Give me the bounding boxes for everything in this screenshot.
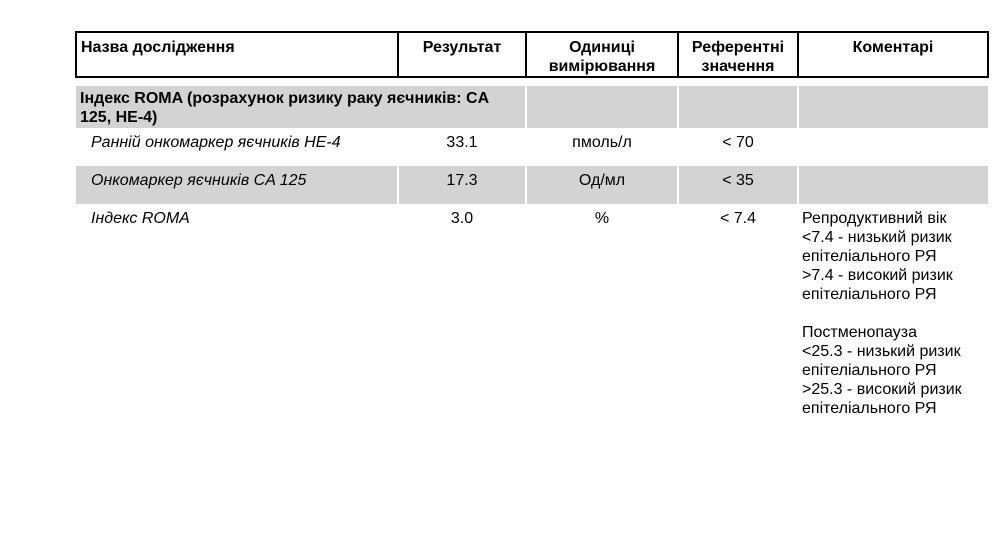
section-empty-cell bbox=[798, 86, 988, 128]
comment-line: Постменопауза bbox=[802, 324, 917, 341]
test-result: 17.3 bbox=[398, 166, 526, 204]
test-comment bbox=[798, 166, 988, 204]
table-row bbox=[76, 166, 988, 204]
comment-gap bbox=[802, 304, 984, 323]
header-reference bbox=[678, 32, 798, 77]
comment-line: епітеліального РЯ bbox=[802, 400, 937, 417]
header-reference-line2: значення bbox=[701, 58, 775, 75]
header-comments: Коментарі bbox=[798, 32, 988, 77]
header-test-name: Назва дослідження bbox=[76, 32, 398, 77]
test-name: Індекс ROMA bbox=[76, 204, 398, 418]
test-comment bbox=[798, 204, 988, 418]
comment-line: епітеліального РЯ bbox=[802, 362, 937, 379]
results-table bbox=[75, 31, 989, 418]
comment-line: >7.4 - високий ризик bbox=[802, 267, 953, 284]
header-units-line1: Одиниці bbox=[569, 39, 635, 56]
comment-line: <7.4 - низький ризик bbox=[802, 229, 952, 246]
header-units bbox=[526, 32, 678, 77]
section-title bbox=[76, 86, 526, 128]
header-reference-line1: Референтні bbox=[691, 39, 785, 56]
test-comment bbox=[798, 128, 988, 166]
section-empty-cell bbox=[678, 86, 798, 128]
test-units: Од/мл bbox=[526, 166, 678, 204]
header-result: Результат bbox=[398, 32, 526, 77]
section-title-line2: 125, HE-4) bbox=[80, 109, 158, 126]
comment-reproductive-block bbox=[802, 209, 984, 304]
test-reference: < 70 bbox=[678, 128, 798, 166]
test-name: Ранній онкомаркер яєчників HE-4 bbox=[76, 128, 398, 166]
test-units: % bbox=[526, 204, 678, 418]
test-reference: < 35 bbox=[678, 166, 798, 204]
test-reference: < 7.4 bbox=[678, 204, 798, 418]
spacer-row bbox=[76, 77, 988, 86]
test-result: 3.0 bbox=[398, 204, 526, 418]
test-result: 33.1 bbox=[398, 128, 526, 166]
comment-line: епітеліального РЯ bbox=[802, 286, 937, 303]
header-units-line2: вимірювання bbox=[548, 58, 656, 75]
spacer-cell bbox=[76, 77, 988, 86]
section-empty-cell bbox=[526, 86, 678, 128]
section-title-line1: Індекс ROMA (розрахунок ризику раку яєчників: CA bbox=[80, 90, 490, 107]
comment-line: епітеліального РЯ bbox=[802, 248, 937, 265]
comment-postmenopause-block bbox=[802, 323, 984, 418]
comment-line: Репродуктивний вік bbox=[802, 210, 947, 227]
comment-line: <25.3 - низький ризик bbox=[802, 343, 961, 360]
table-row bbox=[76, 128, 988, 166]
table-header bbox=[76, 32, 988, 77]
table-body bbox=[76, 77, 988, 418]
header-row bbox=[76, 32, 988, 77]
comment-line: >25.3 - високий ризик bbox=[802, 381, 962, 398]
table-row bbox=[76, 204, 988, 418]
test-name: Онкомаркер яєчників CA 125 bbox=[76, 166, 398, 204]
test-units: пмоль/л bbox=[526, 128, 678, 166]
section-row bbox=[76, 86, 988, 128]
